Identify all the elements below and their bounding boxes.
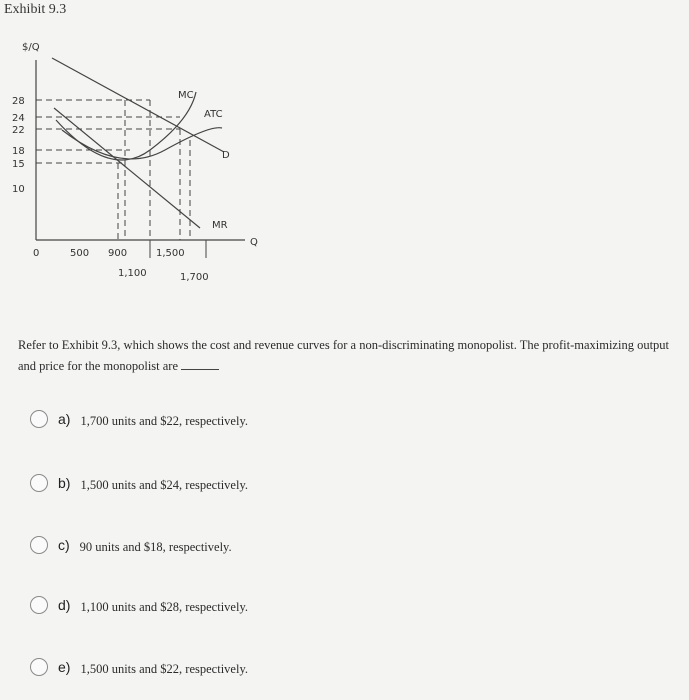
option-e-text: 1,500 units and $22, respectively. bbox=[80, 662, 249, 676]
option-c[interactable] bbox=[30, 534, 232, 555]
option-d-text: 1,100 units and $28, respectively. bbox=[80, 600, 249, 614]
exhibit-title: Exhibit 9.3 bbox=[4, 2, 67, 17]
x-tick-500: 500 bbox=[70, 248, 90, 259]
option-b-text: 1,500 units and $24, respectively. bbox=[80, 478, 249, 492]
cost-revenue-graph bbox=[0, 0, 300, 300]
atc-label: ATC bbox=[204, 109, 223, 120]
y-tick-28: 28 bbox=[12, 96, 25, 107]
mc-label: MC bbox=[178, 90, 194, 101]
x-tick-origin: 0 bbox=[33, 248, 40, 259]
radio-d[interactable] bbox=[30, 596, 48, 614]
atc-curve bbox=[62, 128, 222, 159]
demand-curve bbox=[52, 58, 224, 152]
x-tick-1700: 1,700 bbox=[180, 272, 209, 283]
x-tick-1100: 1,100 bbox=[118, 268, 147, 279]
radio-b[interactable] bbox=[30, 474, 48, 492]
radio-a[interactable] bbox=[30, 410, 48, 428]
x-tick-1500: 1,500 bbox=[156, 248, 185, 259]
x-axis-unit: Q bbox=[250, 237, 258, 248]
y-tick-10: 10 bbox=[12, 184, 25, 195]
mr-curve bbox=[54, 108, 200, 228]
y-tick-15: 15 bbox=[12, 159, 25, 170]
demand-label: D bbox=[222, 150, 230, 161]
option-e[interactable] bbox=[30, 656, 248, 677]
y-tick-22: 22 bbox=[12, 125, 25, 136]
option-c-letter: c) bbox=[58, 536, 70, 553]
option-e-letter: e) bbox=[58, 658, 71, 675]
option-d[interactable] bbox=[30, 594, 248, 615]
answer-blank bbox=[181, 359, 219, 370]
y-tick-24: 24 bbox=[12, 113, 25, 124]
option-a-text: 1,700 units and $22, respectively. bbox=[80, 414, 249, 428]
option-d-letter: d) bbox=[58, 596, 71, 613]
mr-label: MR bbox=[212, 220, 228, 231]
radio-e[interactable] bbox=[30, 658, 48, 676]
option-a[interactable] bbox=[30, 408, 248, 429]
option-b-letter: b) bbox=[58, 474, 71, 491]
option-c-text: 90 units and $18, respectively. bbox=[79, 540, 232, 554]
option-b[interactable] bbox=[30, 472, 248, 493]
question-text: Refer to Exhibit 9.3, which shows the cost and revenue curves for a non-discriminating monopolist. The profit-maximizing output and price for the monopolist are bbox=[18, 338, 670, 373]
radio-c[interactable] bbox=[30, 536, 48, 554]
x-tick-900: 900 bbox=[108, 248, 128, 259]
option-a-letter: a) bbox=[58, 410, 71, 427]
y-tick-18: 18 bbox=[12, 146, 25, 157]
y-axis-unit: $/Q bbox=[22, 42, 40, 53]
